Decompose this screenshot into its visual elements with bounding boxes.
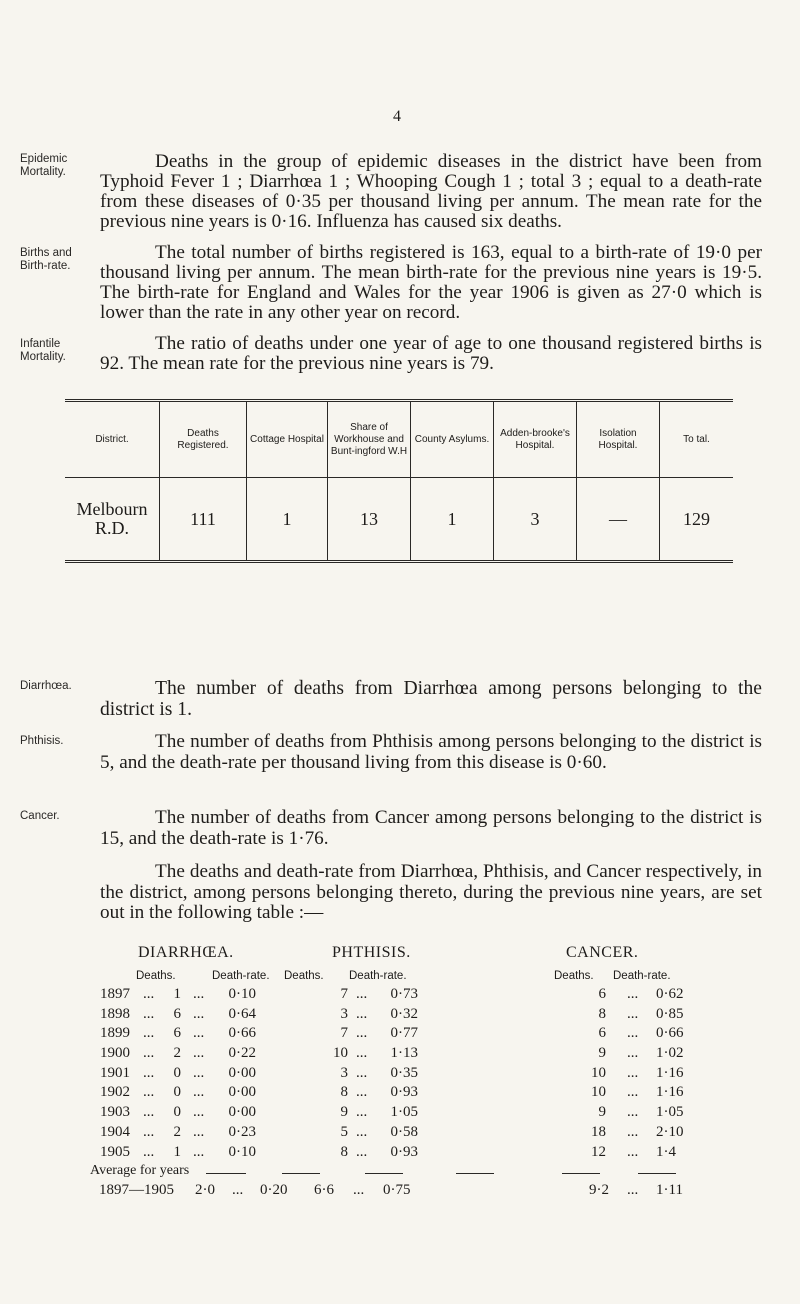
group-diarrhoea: DIARRHŒA. (138, 944, 234, 961)
row-separator: ... (143, 1025, 155, 1042)
diarrhoea-deaths: 1 (173, 1143, 181, 1160)
phthisis-rate: 0·77 (390, 1025, 418, 1042)
table-row (100, 1065, 780, 1085)
subheader-phthisis-deaths: Deaths. (284, 970, 324, 982)
row-year: 1900 (100, 1045, 130, 1062)
phthisis-deaths: 7 (340, 1025, 348, 1042)
row-year: 1905 (100, 1143, 130, 1160)
cancer-deaths: 9 (598, 1104, 606, 1121)
average-phthisis-rate: 0·75 (383, 1182, 411, 1199)
cancer-deaths: 10 (591, 1084, 606, 1101)
row-separator: ... (143, 1084, 155, 1101)
cancer-deaths: 18 (591, 1123, 606, 1140)
phthisis-rate: 0·32 (390, 1005, 418, 1022)
diarrhoea-rate: 0·10 (228, 1143, 256, 1160)
row-separator: ... (356, 1123, 368, 1140)
rule (562, 1173, 600, 1174)
rule (456, 1173, 494, 1174)
row-separator: ... (193, 1143, 205, 1160)
cancer-rate: 0·85 (656, 1005, 684, 1022)
cancer-rate: 1·02 (656, 1045, 684, 1062)
diarrhoea-rate: 0·10 (228, 986, 256, 1002)
phthisis-deaths: 9 (340, 1104, 348, 1121)
row-separator: ... (627, 1143, 639, 1160)
row-separator: ... (193, 1123, 205, 1140)
row-separator: ... (143, 1005, 155, 1022)
phthisis-deaths: 5 (340, 1123, 348, 1140)
header-county-asylums: County Asylums. (411, 401, 494, 478)
subheader-cancer-deaths: Deaths. (554, 970, 594, 982)
rule (365, 1173, 403, 1174)
phthisis-deaths: 7 (340, 986, 348, 1002)
header-workhouse-share: Share of Workhouse and Bunt-ingford W.H (328, 401, 411, 478)
row-separator: ... (193, 986, 205, 1002)
phthisis-deaths: 8 (340, 1084, 348, 1101)
row-year: 1901 (100, 1064, 130, 1081)
row-separator: ... (356, 1045, 368, 1062)
cell-addenbrookes: 3 (494, 478, 577, 562)
average-separator: ... (627, 1182, 639, 1199)
margin-note-cancer: Cancer. (20, 810, 60, 822)
average-phthisis-deaths: 6·6 (314, 1182, 334, 1199)
phthisis-rate: 0·93 (390, 1084, 418, 1101)
table-row (100, 1006, 780, 1026)
row-separator: ... (356, 986, 368, 1002)
row-separator: ... (627, 1084, 639, 1101)
group-phthisis: PHTHISIS. (332, 944, 411, 961)
cancer-rate: 1·4 (656, 1143, 676, 1160)
row-separator: ... (627, 1064, 639, 1081)
row-separator: ... (193, 1005, 205, 1022)
row-separator: ... (143, 1143, 155, 1160)
average-row (100, 1182, 780, 1202)
cancer-deaths: 12 (591, 1143, 606, 1160)
row-separator: ... (143, 1104, 155, 1121)
row-separator: ... (356, 1104, 368, 1121)
average-diarrhoea-deaths: 2·0 (195, 1182, 215, 1199)
diarrhoea-rate: 0·22 (228, 1045, 256, 1062)
cancer-deaths: 9 (598, 1045, 606, 1062)
row-separator: ... (193, 1045, 205, 1062)
diarrhoea-deaths: 2 (173, 1045, 181, 1062)
deaths-by-institution-table (65, 399, 733, 563)
row-separator: ... (356, 1025, 368, 1042)
average-separator: ... (353, 1182, 365, 1199)
header-deaths-registered: Deaths Registered. (160, 401, 247, 478)
cell-total: 129 (660, 478, 734, 562)
phthisis-rate: 0·58 (390, 1123, 418, 1140)
header-addenbrookes: Adden-brooke's Hospital. (494, 401, 577, 478)
diarrhoea-deaths: 0 (173, 1104, 181, 1121)
header-isolation-hospital: Isolation Hospital. (577, 401, 660, 478)
rule (282, 1173, 320, 1174)
cell-cottage-hospital: 1 (247, 478, 328, 562)
row-year: 1899 (100, 1025, 130, 1042)
group-cancer: CANCER. (566, 944, 639, 961)
phthisis-rate: 0·35 (390, 1064, 418, 1081)
row-separator: ... (143, 1045, 155, 1062)
cancer-deaths: 6 (598, 1025, 606, 1042)
row-separator: ... (193, 1104, 205, 1121)
row-separator: ... (627, 1025, 639, 1042)
cancer-rate: 2·10 (656, 1123, 684, 1140)
margin-note-epidemic: Epidemic Mortality. (20, 153, 68, 178)
row-separator: ... (143, 1064, 155, 1081)
header-cottage-hospital: Cottage Hospital (247, 401, 328, 478)
phthisis-rate: 1·13 (390, 1045, 418, 1062)
table-row (100, 1045, 780, 1065)
header-total: To tal. (660, 401, 734, 478)
stats-rows (100, 986, 780, 1163)
row-year: 1904 (100, 1123, 130, 1140)
cancer-deaths: 6 (598, 986, 606, 1002)
row-separator: ... (143, 986, 155, 1002)
phthisis-deaths: 10 (333, 1045, 348, 1062)
rule (206, 1173, 246, 1174)
average-years: 1897—1905 (99, 1182, 174, 1199)
row-year: 1898 (100, 1005, 130, 1022)
cell-deaths-registered: 111 (160, 478, 247, 562)
subheader-diarrhoea-deaths: Deaths. (136, 970, 176, 982)
row-separator: ... (193, 1084, 205, 1101)
paragraph-infantile-mortality: The ratio of deaths under one year of age to one thousand registered births is 92. The mean rate for the previous nine years is 79. (100, 333, 762, 374)
diarrhoea-rate: 0·23 (228, 1123, 256, 1140)
row-year: 1902 (100, 1084, 130, 1101)
diarrhoea-rate: 0·00 (228, 1104, 256, 1121)
row-separator: ... (356, 1064, 368, 1081)
table-row (100, 1025, 780, 1045)
row-separator: ... (193, 1025, 205, 1042)
subheader-cancer-rate: Death-rate. (613, 970, 671, 982)
row-separator: ... (356, 1143, 368, 1160)
diarrhoea-deaths: 0 (173, 1084, 181, 1101)
cell-workhouse-share: 13 (328, 478, 411, 562)
diarrhoea-rate: 0·66 (228, 1025, 256, 1042)
cancer-deaths: 10 (591, 1064, 606, 1081)
phthisis-rate: 1·05 (390, 1104, 418, 1121)
phthisis-deaths: 3 (340, 1005, 348, 1022)
diarrhoea-deaths: 6 (173, 1025, 181, 1042)
margin-note-diarrhoea: Diarrhœa. (20, 680, 72, 692)
average-cancer-deaths: 9·2 (589, 1182, 609, 1199)
row-separator: ... (627, 1123, 639, 1140)
paragraph-phthisis: The number of deaths from Phthisis among persons belonging to the district is 5, and the death-rate per thousand living from this disease is 0·60. (100, 731, 762, 773)
row-separator: ... (356, 1084, 368, 1101)
margin-note-infantile: Infantile Mortality. (20, 338, 66, 363)
table-row (100, 1144, 780, 1164)
rule (638, 1173, 676, 1174)
page-number: 4 (393, 108, 401, 125)
table-row (100, 1104, 780, 1124)
diarrhoea-rate: 0·00 (228, 1084, 256, 1101)
row-separator: ... (627, 1104, 639, 1121)
cell-county-asylums: 1 (411, 478, 494, 562)
row-year: 1897 (100, 986, 130, 1002)
average-separator: ... (232, 1182, 244, 1199)
cell-isolation-hospital: — (577, 478, 660, 562)
table-row (100, 1084, 780, 1104)
row-year: 1903 (100, 1104, 130, 1121)
stats-group-headers (100, 944, 780, 966)
stats-subheaders (100, 966, 780, 986)
cancer-rate: 1·05 (656, 1104, 684, 1121)
paragraph-epidemic-mortality: Deaths in the group of epidemic diseases in the district have been from Typhoid Fever 1 ; Diarrhœa 1 ; Whooping Cough 1 ; total 3 ; equal to a death-rate from these diseases of 0·35 per thousand living per annum. The mean rate for the previous nine years is 0·16. Influenza has caused six deaths. (100, 151, 762, 232)
row-separator: ... (627, 1045, 639, 1062)
header-district: District. (65, 401, 160, 478)
average-cancer-rate: 1·11 (656, 1182, 683, 1199)
row-separator: ... (193, 1064, 205, 1081)
paragraph-diarrhoea: The number of deaths from Diarrhœa among persons belonging to the district is 1. (100, 678, 762, 720)
subheader-diarrhoea-rate: Death-rate. (212, 970, 270, 982)
cancer-rate: 1·16 (656, 1064, 684, 1081)
diarrhoea-deaths: 1 (173, 986, 181, 1002)
diarrhoea-deaths: 0 (173, 1064, 181, 1081)
table-row (100, 986, 780, 1006)
phthisis-rate: 0·93 (390, 1143, 418, 1160)
paragraph-births: The total number of births registered is 163, equal to a birth-rate of 19·0 per thousand living per annum. The mean birth-rate for the previous nine years is 19·5. The birth-rate for England and Wales for the year 1906 is given as 27·0 which is lower than the rate in any other year on record. (100, 242, 762, 323)
margin-note-births: Births and Birth-rate. (20, 247, 72, 272)
nine-year-stats-table (90, 944, 780, 1202)
margin-note-phthisis: Phthisis. (20, 735, 64, 747)
cell-district: Melbourn R.D. (76, 499, 148, 538)
paragraph-table-intro: The deaths and death-rate from Diarrhœa, Phthisis, and Cancer respectively, in the district, among persons belonging thereto, during the previous nine years, are set out in the following table :— (100, 861, 762, 923)
table-row (65, 478, 733, 562)
cancer-rate: 0·62 (656, 986, 684, 1002)
phthisis-deaths: 3 (340, 1064, 348, 1081)
diarrhoea-deaths: 6 (173, 1005, 181, 1022)
diarrhoea-deaths: 2 (173, 1123, 181, 1140)
cancer-rate: 0·66 (656, 1025, 684, 1042)
phthisis-deaths: 8 (340, 1143, 348, 1160)
diarrhoea-rate: 0·64 (228, 1005, 256, 1022)
paragraph-cancer: The number of deaths from Cancer among persons belonging to the district is 15, and the death-rate is 1·76. (100, 807, 762, 849)
row-separator: ... (143, 1123, 155, 1140)
row-separator: ... (627, 986, 639, 1002)
row-separator: ... (356, 1005, 368, 1022)
average-label: Average for years (90, 1163, 190, 1179)
cancer-rate: 1·16 (656, 1084, 684, 1101)
row-separator: ... (627, 1005, 639, 1022)
average-diarrhoea-rate: 0·20 (260, 1182, 288, 1199)
cancer-deaths: 8 (598, 1005, 606, 1022)
diarrhoea-rate: 0·00 (228, 1064, 256, 1081)
average-label-row (90, 1163, 780, 1182)
phthisis-rate: 0·73 (390, 986, 418, 1002)
table-row (100, 1124, 780, 1144)
subheader-phthisis-rate: Death-rate. (349, 970, 407, 982)
deaths-table-container (65, 399, 733, 563)
